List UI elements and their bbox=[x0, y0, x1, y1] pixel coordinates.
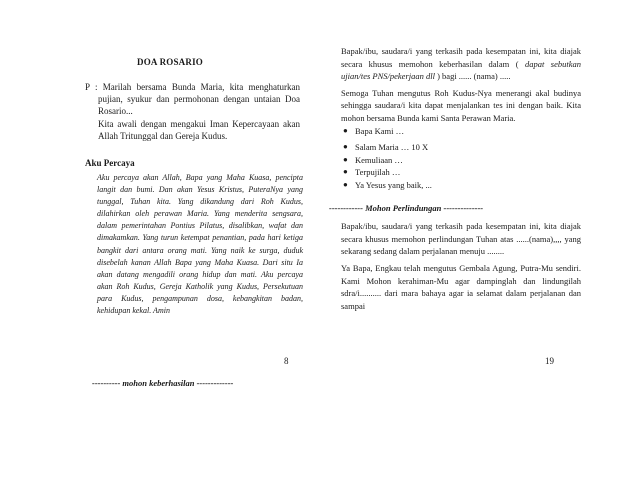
page-number-left: 8 bbox=[284, 356, 289, 366]
petition-paragraph: Semoga Tuhan mengutus Roh Kudus-Nya menerangi akal budinya sehingga saudara/i kita dapat menjalankan tes ini dengan baik. Kita mohon bersama Bunda kami Santa Perawan Maria. bbox=[341, 87, 581, 123]
list-item: ● Terpujilah … bbox=[343, 167, 401, 178]
credo-text: Aku percaya akan Allah, Bapa yang Maha Kuasa, pencipta langit dan bumi. Dan akan Yesus Kristus, PuteraNya yang tunggal, Tuhan kita. Yang dikandung dari Roh Kudus, dilahirkan oleh perawan Maria. Yang menderita sengsara, dalam pemerintahan Pontius Pilatus, disalibkan, wafat dan dimakamkan. Yang turun ketempat penantian, pada hari ketiga bangkit dari antara orang mati. Yang naik ke surga, duduk disebelah kanan Allah Bapa yang Maha Kuasa. Dari situ Ia akan datang mengadili orang hidup dan mati. Aku percaya akan Roh Kudus, Gereja Katholik yang Kudus, Persekutuan para Kudus, pengampunan dosa, kebangkitan badan, kehidupan kekal. Amin bbox=[97, 173, 303, 316]
section-footer: ---------- mohon keberhasilan ------------- bbox=[92, 378, 234, 388]
protection-paragraph: Bapak/ibu, saudara/i yang terkasih pada kesempatan ini, kita diajak secara khusus memohon perlindungan Tuhan atas ......(nama),,,, yang sekarang sedang dalam perjalanan menuju ........ bbox=[341, 221, 581, 257]
prayer-sub: Kita awali dengan mengakui Iman Kepercayaan akan Allah Tritunggal dan Gereja Kudus. bbox=[98, 118, 300, 141]
bullet-icon: ● bbox=[343, 154, 348, 164]
intention-italic: dapat sebutkan ujian/tes PNS/pekerjaan dll bbox=[341, 58, 581, 82]
intention-tail: ) bagi ...... (nama) ..... bbox=[434, 71, 511, 82]
page-title: DOA ROSARIO bbox=[137, 57, 203, 67]
prayer-list bbox=[341, 125, 581, 192]
list-item: ● Ya Yesus yang baik, ... bbox=[343, 179, 432, 190]
closing-paragraph: Ya Bapa, Engkau telah mengutus Gembala Agung, Putra-Mu sendiri. Kami Mohon kerahiman-Mu agar dampinglah dan lindungilah sdra/i.......... dari mara bahaya agar ia selamat dalam perjalanan dan sampai bbox=[341, 262, 581, 311]
list-item: ● Kemuliaan … bbox=[343, 154, 403, 165]
list-item: ● Bapa Kami … bbox=[343, 125, 405, 136]
right-page bbox=[319, 0, 638, 493]
section-heading: ------------ Mohon Perlindungan -------------- bbox=[329, 202, 484, 213]
list-item: ● Salam Maria … 10 X bbox=[343, 142, 429, 153]
bullet-icon: ● bbox=[343, 167, 348, 177]
right-column bbox=[329, 45, 581, 312]
prayer-lead: P : Marilah bersama Bunda Maria, kita menghaturkan pujian, syukur dan permohonan dengan untaian Doa Rosario... bbox=[85, 82, 300, 117]
credo-heading: Aku Percaya bbox=[85, 158, 135, 168]
intention-text: Bapak/ibu, saudara/i yang terkasih pada kesempatan ini, kita diajak secara khusus memohon keberhasilan dalam ( bbox=[341, 46, 581, 69]
bullet-icon: ● bbox=[343, 179, 348, 189]
intention-paragraph bbox=[341, 45, 581, 83]
bullet-icon: ● bbox=[343, 142, 348, 152]
bullet-icon: ● bbox=[343, 125, 348, 135]
opening-prayer bbox=[85, 81, 300, 142]
page-number-right: 19 bbox=[545, 356, 554, 366]
